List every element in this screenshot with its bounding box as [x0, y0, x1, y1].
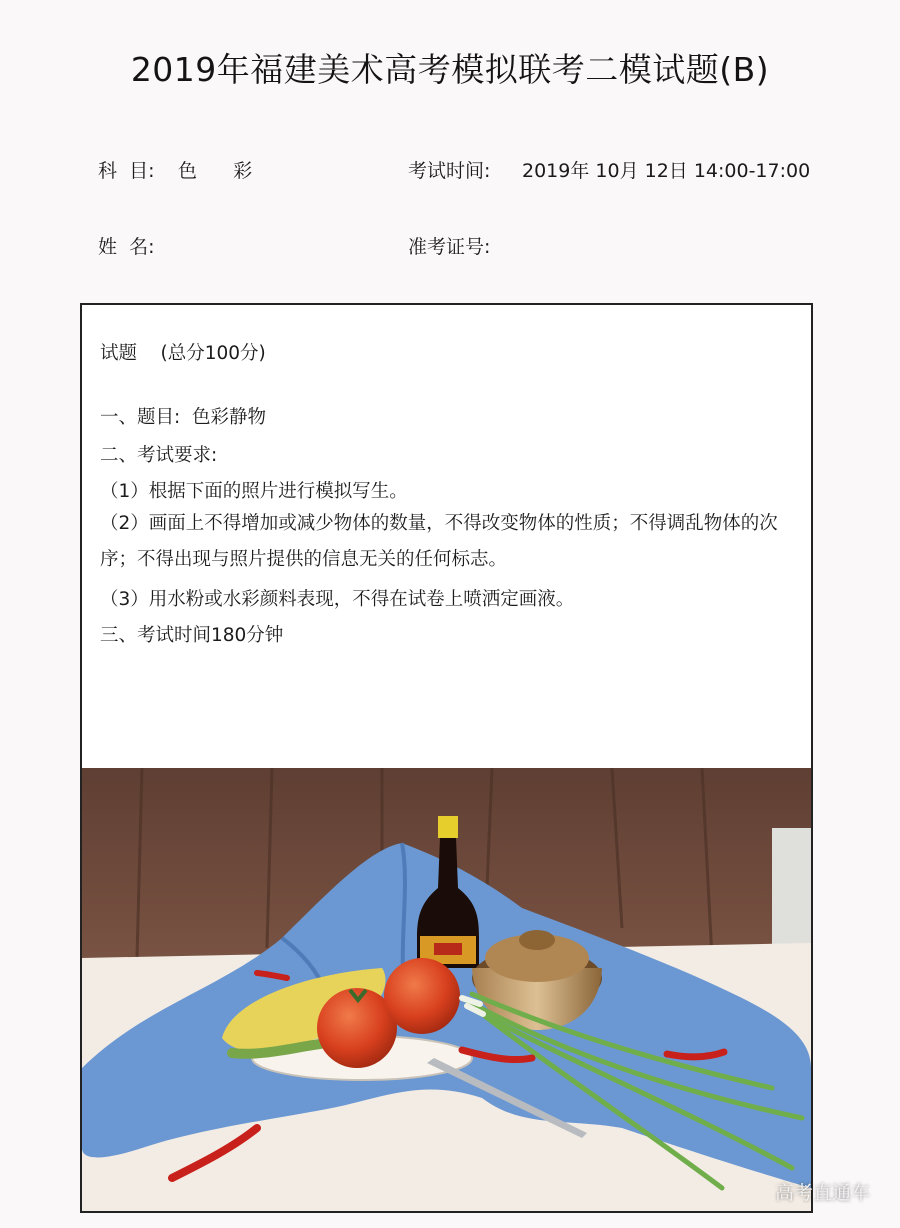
requirement-1: （1）根据下面的照片进行模拟写生。 — [100, 481, 408, 502]
question-box — [80, 303, 813, 1213]
watermark: 高考直通车 — [774, 1182, 870, 1204]
exam-title: 2019年福建美术高考模拟联考二模试题(B) — [130, 50, 770, 89]
question-header: 试题 (总分100分) — [100, 343, 266, 364]
tomato-back — [384, 958, 460, 1034]
item-requirements: 二、考试要求: — [100, 445, 218, 466]
requirement-3: （3）用水粉或水彩颜料表现，不得在试卷上喷洒定画液。 — [100, 589, 575, 610]
name-label: 姓 名: — [98, 236, 155, 258]
still-life-photo — [82, 768, 811, 1213]
requirement-2: （2）画面上不得增加或减少物体的数量，不得改变物体的性质；不得调乱物体的次序；不得出现与照片提供的信息无关的任何标志。 — [100, 513, 778, 570]
item-topic: 一、题目: 色彩静物 — [100, 407, 266, 428]
ticket-number-label: 准考证号: — [408, 236, 491, 258]
subject-value: 色 彩 — [178, 160, 253, 182]
subject-label: 科 目: — [98, 160, 155, 182]
item-time: 三、考试时间180分钟 — [100, 625, 284, 646]
time-value: 2019年 10月 12日 14:00-17:00 — [522, 160, 811, 182]
time-label: 考试时间: — [408, 160, 491, 182]
